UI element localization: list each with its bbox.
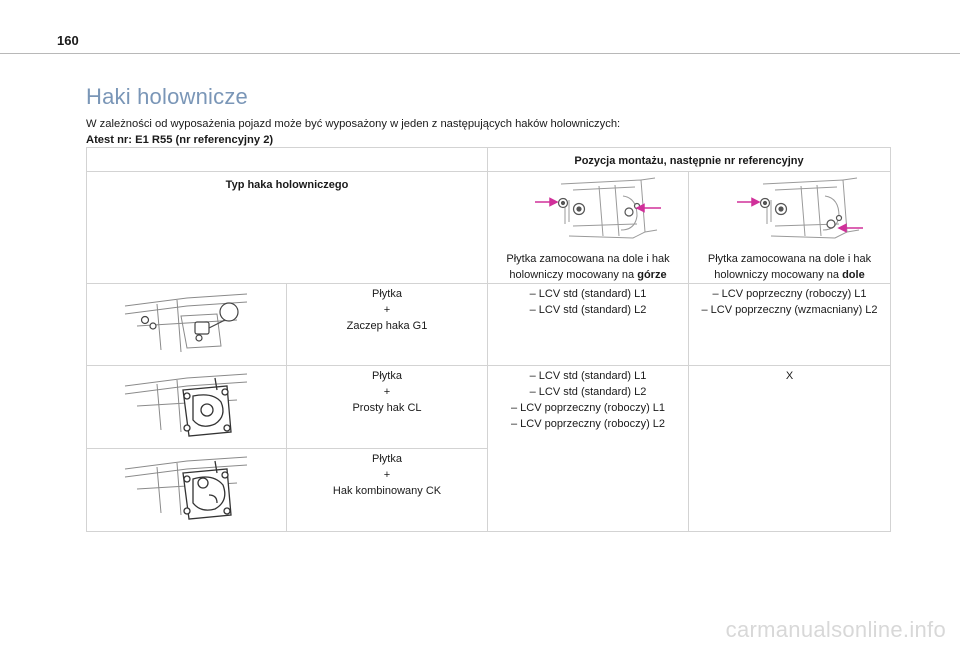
combination-hook-image-cell [87,449,287,532]
position-bottom-caption-text: Płytka zamocowana na dole i hak holowniczy mocowany na [707,253,872,281]
list-item: – LCV poprzeczny (roboczy) L2 [510,418,666,430]
position-bottom-caption-bold: dole [842,269,865,281]
ball-hitch-label-line-2: + [383,304,391,316]
header-empty-cell [87,148,488,172]
footer-watermark: carmanualsonline.info [725,617,946,642]
pin-combo-top-list [488,366,689,532]
combination-hook-label-cell [287,449,488,532]
ball-hitch-top-list [488,284,689,366]
table-row [87,284,891,366]
ball-hitch-label-line-1: Płytka [372,288,402,300]
pin-hook-label-line-3: Prosty hak CL [352,402,422,414]
header-position: Pozycja montażu, następnie nr referencyjny [488,148,891,172]
pin-hook-image-cell [87,366,287,449]
ball-hitch-bottom-list [689,284,891,366]
list-item: – LCV std (standard) L2 [529,386,647,398]
ball-hitch-label-cell [287,284,488,366]
list-item: – LCV poprzeczny (wzmacniany) L2 [701,304,878,316]
pin-hook-illustration [117,368,257,444]
combination-hook-label-line-1: Płytka [372,453,402,465]
ball-hitch-label-line-3: Zaczep haka G1 [346,320,428,332]
combination-hook-label-line-2: + [383,469,391,481]
intro-block [86,116,620,148]
table-row [87,366,891,449]
position-top-caption [488,251,688,283]
atest-text: Atest nr: E1 R55 (nr referencyjny 2) [86,134,274,146]
position-top-caption-bold: górze [637,269,667,281]
intro-text: W zależności od wyposażenia pojazd może być wyposażony w jeden z następujących haków holowniczych: [86,118,621,130]
mounting-plate-bottom-diagram [715,176,865,246]
combination-hook-illustration [117,451,257,527]
list-item: – LCV std (standard) L1 [529,370,647,382]
list-item: – LCV poprzeczny (roboczy) L1 [510,402,666,414]
mounting-plate-top-diagram [513,176,663,246]
table-subheader-row [87,172,891,284]
pin-hook-label-cell [287,366,488,449]
section-title: Haki holownicze [86,84,248,109]
list-item: – LCV std (standard) L1 [529,288,647,300]
pin-hook-label-line-1: Płytka [372,370,402,382]
table-header-row [87,148,891,172]
list-item: – LCV poprzeczny (roboczy) L1 [712,288,867,300]
header-type: Typ haka holowniczego [87,172,488,284]
tow-hook-table [86,147,891,532]
combination-hook-label-line-3: Hak kombinowany CK [332,485,442,497]
pin-combo-bottom-value: X [689,366,891,532]
position-bottom-caption [689,251,890,283]
pin-hook-label-line-2: + [383,386,391,398]
position-bottom-cell [689,172,891,284]
page-number: 160 [57,33,79,48]
ball-hitch-image-cell [87,284,287,366]
position-top-caption-text: Płytka zamocowana na dole i hak holowniczy mocowany na [506,253,670,281]
ball-hitch-illustration [117,286,257,360]
header-rule [0,53,960,54]
list-item: – LCV std (standard) L2 [529,304,647,316]
position-top-cell [488,172,689,284]
